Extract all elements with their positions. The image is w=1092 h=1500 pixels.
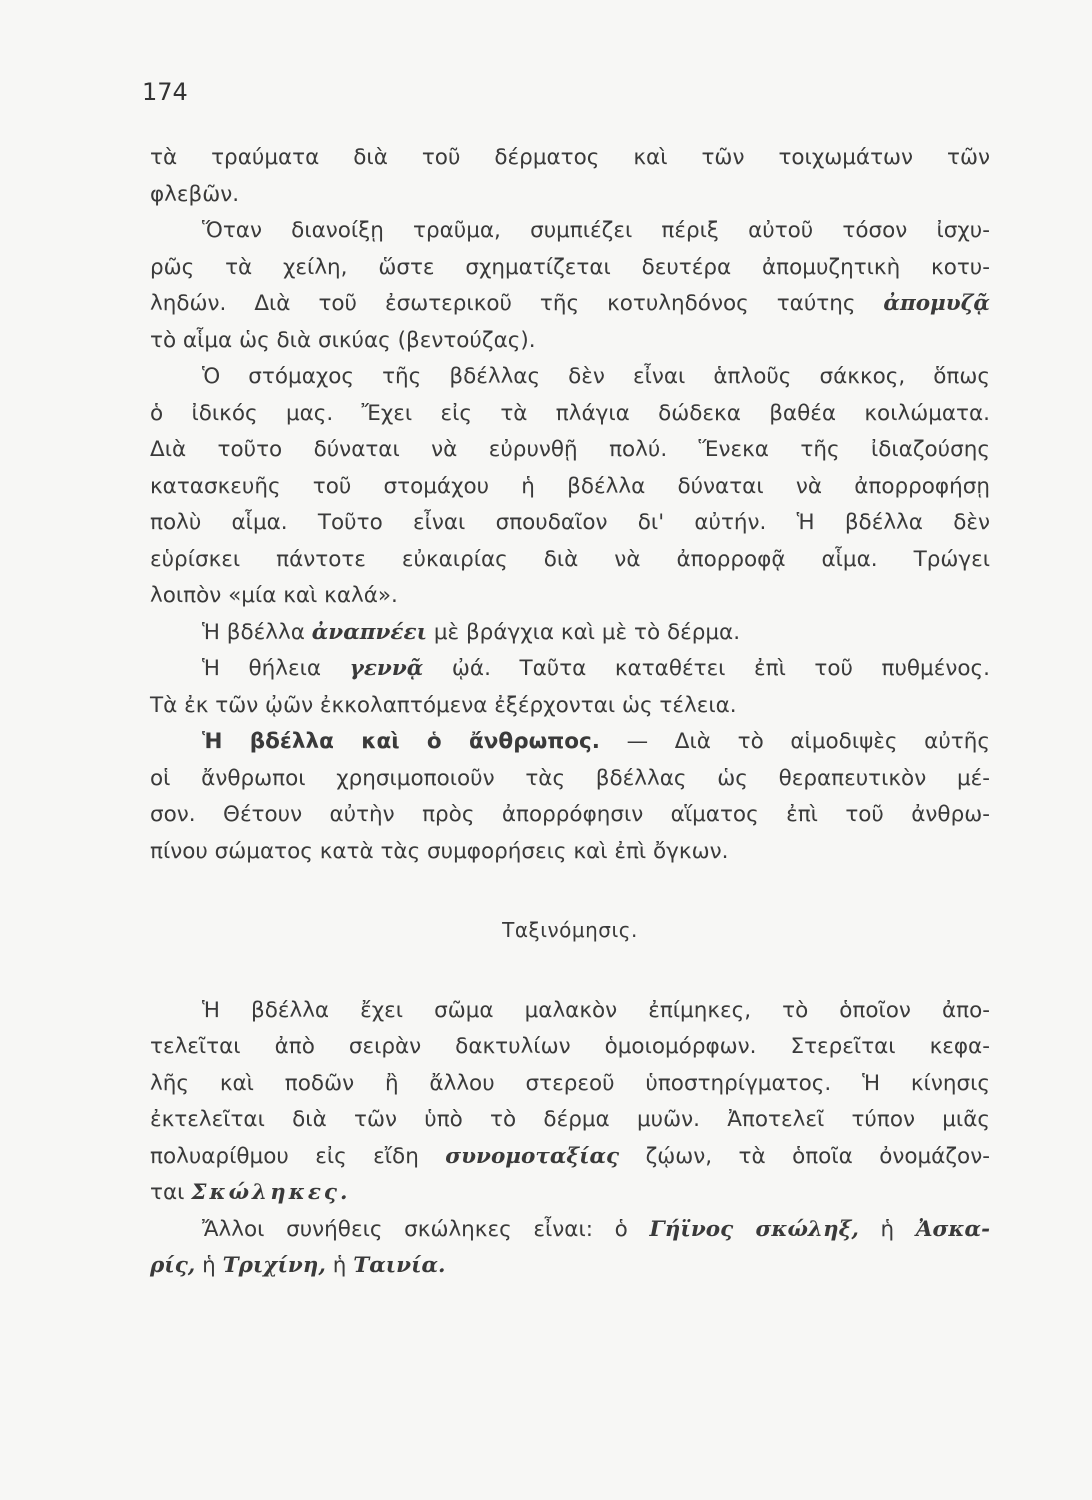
text-line: [150, 651, 990, 688]
section-heading: Ταξινόμησις.: [502, 918, 638, 942]
text-span: ἡ: [332, 1253, 347, 1278]
text-line: Τὰ ἐκ τῶν ᾠῶν ἐκκολαπτόμενα ἐξέρχονται ὡς τέλεια.: [150, 692, 737, 718]
paragraph: [150, 651, 990, 724]
emphasis: Ἀσκα-: [915, 1216, 990, 1242]
text-line: ἐκτελεῖται διὰ τῶν ὑπὸ τὸ δέρμα μυῶν. Ἀποτελεῖ τύπον μιᾶς: [150, 1107, 990, 1132]
text-span: πολυαρίθμου εἰς εἴδη: [150, 1143, 419, 1169]
text-line: εὑρίσκει πάντοτε εὐκαιρίας διὰ νὰ ἀπορροφᾷ αἷμα. Τρώγει: [150, 546, 990, 572]
text-line: τὰ τραύματα διὰ τοῦ δέρματος καὶ τῶν τοιχωμάτων τῶν: [150, 145, 990, 170]
text-span: ἡ: [202, 1253, 216, 1278]
text-line: ὁ ἰδικός μας. Ἔχει εἰς τὰ πλάγια δώδεκα βαθέα κοιλώματα.: [150, 400, 990, 426]
text-line: λῆς καὶ ποδῶν ἢ ἄλλου στερεοῦ ὑποστηρίγματος. Ἡ κίνησις: [150, 1070, 990, 1096]
paragraph: [150, 993, 990, 1212]
text-line: λοιπὸν «μία καὶ καλά».: [150, 583, 398, 608]
emphasis: ἀναπνέει: [311, 619, 427, 645]
paragraph: [150, 615, 990, 652]
text-line: [150, 1139, 990, 1176]
text-span: ἡ: [880, 1216, 895, 1242]
text-span: ται: [150, 1180, 185, 1205]
paragraph: [150, 1212, 990, 1285]
emphasis: Γήϊνος σκώληξ,: [649, 1216, 859, 1242]
text-line: ρῶς τὰ χείλη, ὥστε σχηματίζεται δευτέρα ἀπομυζητικὴ κοτυ-: [150, 254, 990, 280]
text-line: [150, 286, 990, 323]
text-line: Ὁ στόμαχος τῆς βδέλλας δὲν εἶναι ἁπλοῦς σάκκος, ὅπως: [202, 364, 990, 389]
text-line: σον. Θέτουν αὐτὴν πρὸς ἀπορρόφησιν αἵματος ἐπὶ τοῦ ἀνθρω-: [150, 802, 990, 827]
text-line: [150, 1212, 990, 1249]
paragraph: [150, 724, 990, 870]
text-line: πίνου σώματος κατὰ τὰς συμφορήσεις καὶ ἐπὶ ὄγκων.: [150, 838, 729, 864]
text-line: Ὅταν διανοίξῃ τραῦμα, συμπιέζει πέριξ αὐτοῦ τόσον ἰσχυ-: [202, 218, 990, 243]
paragraph: [150, 140, 990, 213]
emphasis: ἀπομυζᾷ: [883, 291, 990, 316]
text-line: τὸ αἷμα ὡς διὰ σικύας (βεντούζας).: [150, 327, 536, 353]
emphasis: Τριχίνη,: [222, 1253, 326, 1278]
text-line: κατασκευῆς τοῦ στομάχου ἡ βδέλλα δύναται νὰ ἀπορροφήσῃ: [150, 473, 990, 499]
text-line: [150, 1175, 990, 1212]
emphasis: συνομοταξίας: [445, 1143, 620, 1169]
emphasis: ρίς,: [150, 1253, 196, 1278]
text-line: Ἡ βδέλλα ἔχει σῶμα μαλακὸν ἐπίμηκες, τὸ ὁποῖον ἀπο-: [202, 997, 990, 1023]
text-line: οἱ ἄνθρωποι χρησιμοποιοῦν τὰς βδέλλας ὡς θεραπευτικὸν μέ-: [150, 765, 990, 791]
text-line: Διὰ τοῦτο δύναται νὰ εὐρυνθῇ πολύ. Ἕνεκα τῆς ἰδιαζούσης: [150, 437, 990, 462]
section-run-in-heading: Ἡ βδέλλα καὶ ὁ ἄνθρωπος.: [202, 729, 600, 754]
paragraph: [150, 213, 990, 359]
text-span: ᾠά. Ταῦτα καταθέτει ἐπὶ τοῦ πυθμένος.: [451, 656, 990, 681]
text-span: μὲ βράγχια καὶ μὲ τὸ δέρμα.: [433, 619, 741, 645]
emphasis: γεννᾷ: [349, 656, 424, 681]
text-span: Ἄλλοι συνήθεις σκώληκες εἶναι: ὁ: [202, 1216, 628, 1242]
emphasis: Ταινία.: [353, 1253, 446, 1278]
text-span: ληδών. Διὰ τοῦ ἐσωτερικοῦ τῆς κοτυληδόνος ταύτης: [150, 291, 856, 316]
text-line: [150, 1248, 990, 1285]
text-span: Ἡ θήλεια: [202, 656, 322, 681]
text-span: Ἡ βδέλλα: [202, 619, 305, 645]
text-line: φλεβῶν.: [150, 181, 240, 207]
emphasis: Σκώληκες.: [191, 1180, 351, 1205]
text-line: [150, 615, 990, 652]
text-line: πολὺ αἷμα. Τοῦτο εἶναι σπουδαῖον δι' αὐτήν. Ἡ βδέλλα δὲν: [150, 510, 990, 535]
text-line: τελεῖται ἀπὸ σειρὰν δακτυλίων ὁμοιομόρφων. Στερεῖται κεφα-: [150, 1034, 990, 1059]
page-number: 174: [142, 78, 188, 106]
paragraph: [150, 359, 990, 615]
text-line: [150, 724, 990, 761]
body-text: [150, 140, 990, 1285]
text-span: — Διὰ τὸ αἱμοδιψὲς αὐτῆς: [626, 729, 990, 754]
text-span: ζῴων, τὰ ὁποῖα ὀνομάζον-: [645, 1143, 990, 1169]
